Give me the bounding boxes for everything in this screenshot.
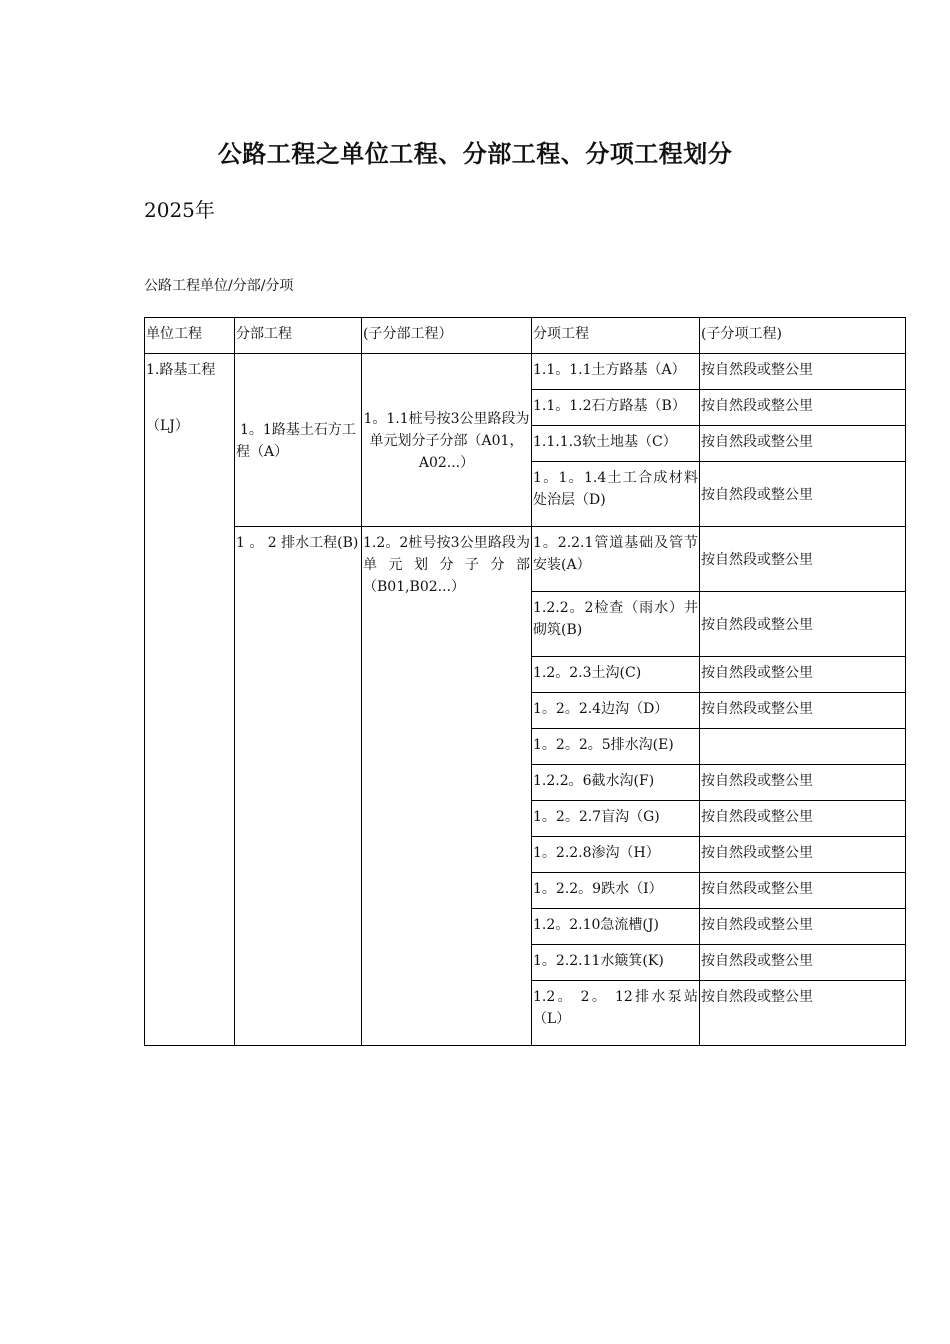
table-row bbox=[145, 354, 906, 390]
item-cell: 1.1.1.3软土地基（C） bbox=[532, 426, 700, 462]
table-header-row bbox=[145, 318, 906, 354]
part-cell: 1 。 2 排水工程(B) bbox=[235, 527, 362, 1046]
item-cell: 1.1。1.1土方路基（A） bbox=[532, 354, 700, 390]
header-unit: 单位工程 bbox=[145, 318, 235, 354]
item-cell: 1。2。2.4边沟（D） bbox=[532, 693, 700, 729]
table-row bbox=[145, 527, 906, 592]
document-title: 公路工程之单位工程、分部工程、分项工程划分 bbox=[217, 139, 733, 168]
header-subitem: (子分项工程) bbox=[700, 318, 906, 354]
item-cell: 1.2.2。2检查（雨水）井砌筑(B) bbox=[532, 592, 700, 657]
subitem-cell: 按自然段或整公里 bbox=[700, 693, 906, 729]
item-cell: 1.2。 2。 12排水泵站（L） bbox=[532, 981, 700, 1046]
division-table bbox=[144, 317, 906, 1046]
item-cell: 1.1。1.2石方路基（B） bbox=[532, 390, 700, 426]
subitem-cell: 按自然段或整公里 bbox=[700, 873, 906, 909]
header-part: 分部工程 bbox=[235, 318, 362, 354]
document-year: 2025年 bbox=[144, 198, 215, 222]
header-subpart: (子分部工程） bbox=[362, 318, 532, 354]
item-cell: 1.2。2.10急流槽(J) bbox=[532, 909, 700, 945]
subitem-cell: 按自然段或整公里 bbox=[700, 909, 906, 945]
item-cell: 1。2。2。5排水沟(E) bbox=[532, 729, 700, 765]
item-cell: 1。1。1.4土工合成材料处治层（D) bbox=[532, 462, 700, 527]
subitem-cell: 按自然段或整公里 bbox=[700, 801, 906, 837]
subitem-cell: 按自然段或整公里 bbox=[700, 945, 906, 981]
item-cell: 1。2。2.7盲沟（G) bbox=[532, 801, 700, 837]
subitem-cell: 按自然段或整公里 bbox=[700, 837, 906, 873]
item-cell: 1。2.2.11水簸箕(K) bbox=[532, 945, 700, 981]
subitem-cell bbox=[700, 729, 906, 765]
item-cell: 1。2.2。9跌水（I） bbox=[532, 873, 700, 909]
subitem-cell: 按自然段或整公里 bbox=[700, 354, 906, 390]
header-item: 分项工程 bbox=[532, 318, 700, 354]
subitem-cell: 按自然段或整公里 bbox=[700, 426, 906, 462]
subitem-cell: 按自然段或整公里 bbox=[700, 765, 906, 801]
table-caption: 公路工程单位/分部/分项 bbox=[144, 278, 294, 294]
item-cell: 1。2.2.1管道基础及管节安装(A） bbox=[532, 527, 700, 592]
subitem-cell: 按自然段或整公里 bbox=[700, 981, 906, 1046]
item-cell: 1。2.2.8渗沟（H） bbox=[532, 837, 700, 873]
part-cell: 1。1路基土石方工程（A） bbox=[235, 354, 362, 527]
subitem-cell: 按自然段或整公里 bbox=[700, 527, 906, 592]
unit-cell bbox=[145, 354, 235, 1046]
subpart-cell: 1。1.1桩号按3公里路段为单元划分子分部（A01，A02...） bbox=[362, 354, 532, 527]
subpart-cell: 1.2。2桩号按3公里路段为单元划分子分部（B01,B02...） bbox=[362, 527, 532, 1046]
subitem-cell: 按自然段或整公里 bbox=[700, 592, 906, 657]
unit-name: 1.路基工程 bbox=[146, 362, 216, 378]
subitem-cell: 按自然段或整公里 bbox=[700, 390, 906, 426]
subitem-cell: 按自然段或整公里 bbox=[700, 657, 906, 693]
subitem-cell: 按自然段或整公里 bbox=[700, 462, 906, 527]
item-cell: 1.2。2.3土沟(C) bbox=[532, 657, 700, 693]
item-cell: 1.2.2。6截水沟(F) bbox=[532, 765, 700, 801]
unit-code: （LJ） bbox=[146, 418, 189, 434]
